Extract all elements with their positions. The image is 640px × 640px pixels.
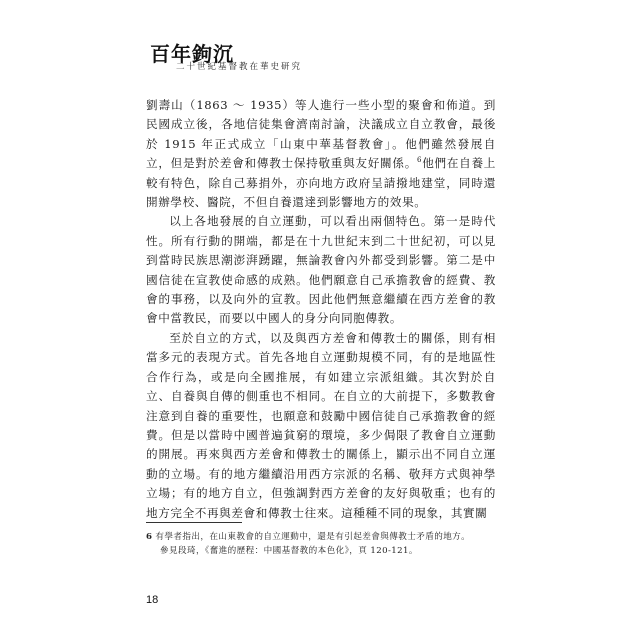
book-title: 百年鉤沉: [150, 42, 234, 66]
footnote-line-2: 參見段琦，《奮進的歷程：中國基督教的本色化》，頁 120-121。: [160, 546, 418, 556]
body-text: [146, 96, 496, 523]
footnote-divider: [146, 522, 242, 523]
footnote-ref: 6: [417, 156, 423, 165]
page-number: 18: [146, 594, 159, 606]
paragraph-1-text: 劉壽山（1863 ～ 1935）等人進行一些小型的聚會和佈道。到民國成立後，各地信徒集會濟南討論，決議成立自立教會，最後於 1915 年正式成立「山東中華基督教會」。他們雖然發展自立，但是對於差會和傳教士保持敬重與友好關係。: [146, 98, 496, 171]
footnote-line-1: 有學者指出，在山東教會的自立運動中，還是有引起差會與傳教士矛盾的地方。: [155, 532, 471, 542]
footnote-mark: 6: [146, 532, 153, 542]
footnote: [146, 530, 496, 558]
book-subtitle: 二十世紀基督教在華史研究: [176, 62, 303, 72]
running-header: [150, 38, 303, 72]
paragraph-3: 至於自立的方式，以及與西方差會和傳教士的關係，則有相當多元的表現方式。首先各地自立運動規模不同，有的是地區性合作行為，或是向全國推展，有如建立宗派組織。其次對於自立、自養與自傳的側重也不相同。在自立的大前提下，多數教會注意到自養的重要性，也願意和鼓勵中國信徒自己承擔教會的經費。但是以當時中國普遍貧窮的環境，多少侷限了教會自立運動的開展。再來與西方差會和傳教士的關係上，顯示出不同自立運動的立場。有的地方繼續沿用西方宗派的名稱、敬拜方式與神學立場；有的地方自立，但強調對西方差會的友好與敬重；也有的地方完全不再與差會和傳教士往來。這種種不同的現象，其實關: [146, 330, 496, 520]
paragraph-1: [146, 96, 496, 212]
paragraph-1-text-cont: 他們在自養上較有特色，除自己募捐外，亦向地方政府呈請撥地建堂，同時還開辦學校、醫院，不但自養還達到影響地方的效果。: [146, 156, 496, 210]
paragraph-2: 以上各地發展的自立運動，可以看出兩個特色。第一是時代性。所有行動的開端，都是在十九世紀末到二十世紀初，可以見到當時民族思潮澎湃踴躍，無論教會內外都受到影響。第二是中國信徒在宣教使命感的成熟。他們願意自己承擔教會的經費、教會的事務，以及向外的宣教。因此他們無意繼續在西方差會的教會中當教民，而要以中國人的身分向同胞傳教。: [146, 214, 496, 326]
